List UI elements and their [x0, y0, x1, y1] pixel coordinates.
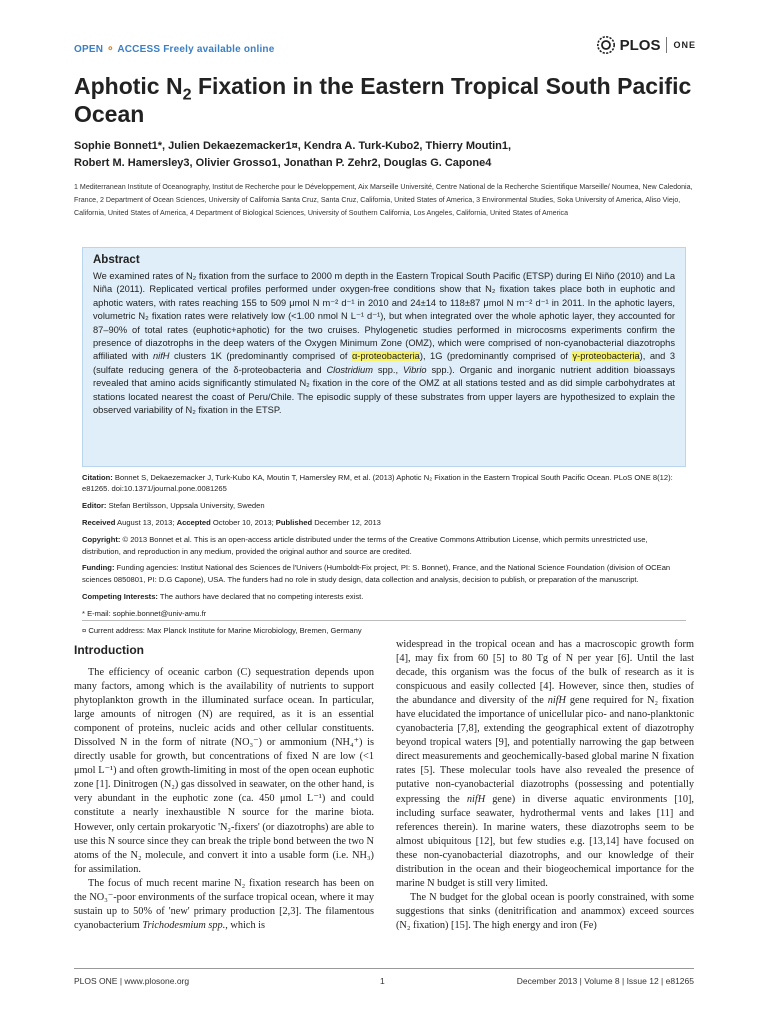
abstract-text: We examined rates of N₂ fixation from the surface to 2000 m depth in the Eastern Tropical South Pacific (ETSP) during El Niño (2010) and La Niña (2011). Replicated vertical profiles performed under oxygen-free conditions show that N₂ fixation takes place both in euphotic and aphotic waters, with rates reaching 155 to 509 μmol N m⁻² d⁻¹ in 2010 and 24±14 to 118±87 μmol N m⁻² d⁻¹ in 2011. In the aphotic layers, volumetric N₂ fixation rates were relatively low (<1.00 nmol N L⁻¹ d⁻¹), but when integrated over the whole aphotic layer, they accounted for 87–90% of total rates (euphotic+aphotic) for the two cruises. Phylogenetic studies performed in microcosms experiments confirm the presence of diazotrophs in the deep waters of the Oxygen Minimum Zone (OMZ), which were comprised of non-cyanobacterial diazotrophs affiliated with nifH clusters 1K (predominantly comprised of α-proteobacteria), 1G (predominantly comprised of γ-proteobacteria), and 3 (sulfate reducing genera of the δ-proteobacteria and Clostridium spp., Vibrio spp.). Organic and inorganic nutrient addition bioassays revealed that amino acids significantly stimulated N₂ fixation in the core of the OMZ at all stations tested and as did simple carbohydrates at stations located nearest the coast of Peru/Chile. The episodic supply of these substrates from upper layers are hypothesized to explain the observed variability of N₂ fixation in the ETSP.: [93, 271, 675, 416]
title-part: Fixation in the Eastern Tropical South Pacific Ocean: [74, 73, 692, 127]
current-address: ¤ Current address: Max Planck Institute for Marine Microbiology, Bremen, Germany: [82, 625, 362, 635]
left-column: [74, 666, 374, 933]
introduction-heading: Introduction: [74, 643, 144, 657]
paragraph: The focus of much recent marine N₂ fixation research has been on the NO₃⁻-poor environments of the surface tropical ocean, where it may sustain up to 50% of 'new' primary production [2,3]. The filamentous cyanobacterium Trichodesmium spp., which is: [74, 877, 374, 931]
copyright: Copyright: © 2013 Bonnet et al. This is an open-access article distributed under the terms of the Creative Commons Attribution License, which permits unrestricted use, distribution, and reproduction in any medium, provided the original author and source are credited.: [82, 535, 648, 556]
footer-journal: PLOS ONE | www.plosone.org: [74, 976, 190, 986]
citation: Citation: Bonnet S, Dekaezemacker J, Turk-Kubo KA, Moutin T, Hamersley RM, et al. (2013) Aphotic N₂ Fixation in the Eastern Tropical South Pacific Ocean. PLoS ONE 8(12): e81265. doi:10.1371/journal.pone.0081265: [82, 473, 673, 494]
title-subscript: 2: [182, 85, 192, 104]
open-access-lock-icon: ⚬: [106, 44, 115, 55]
editor: Editor: Stefan Bertilsson, Uppsala University, Sweden: [82, 501, 265, 511]
author-list: [74, 138, 694, 172]
plos-one-logo: [596, 34, 696, 56]
authors-line: Sophie Bonnet1*, Julien Dekaezemacker1¤, Kendra A. Turk-Kubo2, Thierry Moutin1,: [74, 140, 512, 152]
dates: Received August 13, 2013; Accepted October 10, 2013; Published December 12, 2013: [82, 518, 381, 528]
paragraph: The efficiency of oceanic carbon (C) sequestration depends upon many factors, among which is the availability of nutrients to support phytoplankton growth in the illuminated surface ocean. In particular, large amounts of nitrogen (N) are required, as it is an essential component of proteins, nucleic acids and other cellular constituents. Dissolved N in the form of nitrate (NO₃⁻) or ammonium (NH₄⁺) is directly usable for growth, but concentrations of fixed N are low (<1 μmol L⁻¹) and often growth-limiting in most of the open ocean euphotic zone [1]. Dinitrogen (N₂) gas dissolved in seawater, on the other hand, is very abundant in the euphotic zone (ca. 450 μmol L⁻¹) and could constitute a nearly inexhaustible N source for the marine biota. However, only certain prokaryotic 'N₂-fixers' (or diazotrophs) are able to use this N source since they can break the triple bond between the two N atoms of the N₂ molecule, and convert it into a usable form (i.e. NH₃) for assimilation.: [74, 667, 374, 875]
paragraph: widespread in the tropical ocean and has a macroscopic growth form [4], may fix from 60 [5] to 80 Tg of N per year [6]. Until the last decade, this organism was the focus of the bulk of research as it is conspicuous and easily collected [4]. However, since then, studies of the abundance and diversity of the nifH gene required for N₂ fixation have elucidated the importance of unicellular pico- and nano-planktonic cyanobacteria [7,8], extending the geographical extent of diazotrophy beyond tropical waters [9], and potentially narrowing the gap between direct measurements and geochemically-based global marine N fixation rates [5]. These molecular tools have also revealed the presence of putative non-cyanobacterial diazotrophs (possessing and potentially expressing the nifH gene) in diverse aquatic environments [10], including surface seawater, hydrothermal vents and lakes [11] and references therein). In marine waters, these diazotrophs seem to be almost ubiquitous [12], but few studies e.g. [13,14] have focused on these non-cyanobacterial diazotrophs, and our knowledge of their distribution in the ocean and their biogeochemical importance for the marine N budget is still very limited.: [396, 639, 694, 889]
section-divider: [82, 620, 686, 621]
corresponding-email: * E-mail: sophie.bonnet@univ-amu.fr: [82, 608, 207, 618]
plos-wordmark: PLOS: [619, 36, 661, 54]
footer-divider: [74, 968, 694, 969]
logo-divider: [666, 37, 667, 53]
paragraph: The N budget for the global ocean is poorly constrained, with some suggestions that sinks (denitrification and anammox) exceed sources (N₂ fixation) [15]. The high energy and iron (Fe): [396, 891, 694, 931]
access-label: ACCESS: [117, 44, 161, 55]
title-part: Aphotic N: [74, 73, 183, 99]
abstract-heading: Abstract: [93, 254, 140, 266]
open-label: OPEN: [74, 44, 104, 55]
highlighted-term: γ-proteobacteria: [572, 351, 640, 362]
highlighted-term: α-proteobacteria: [351, 351, 420, 362]
competing-interests: Competing Interests: The authors have declared that no competing interests exist.: [82, 591, 364, 601]
plos-gear-icon: [596, 35, 616, 55]
one-wordmark: ONE: [673, 40, 696, 50]
affiliations: 1 Mediterranean Institute of Oceanography, Institut de Recherche pour le Développement, Aix Marseille Université, Centre National de la Recherche Scientifique Marseille/ Noumea, New Caledonia, France, 2 Department of Ocean Sciences, University of California Santa Cruz, Santa Cruz, California, United States of America, 3 Environmental Studies, Soka University of America, Aliso Viejo, California, United States of America, 4 Department of Biological Sciences, University of Southern California, Los Angeles, California, United States of America: [74, 183, 693, 217]
article-metadata: [82, 472, 686, 641]
footer-issue-info: December 2013 | Volume 8 | Issue 12 | e81265: [516, 976, 694, 986]
funding: Funding: Funding agencies: Institut National des Sciences de l'Univers (Humboldt-Fix project, PI: S. Bonnet), France, and the National Science Foundation (division of OCEan sciences 0850801, PI: D.G Capone), USA. The funders had no role in study design, data collection and analysis, decision to publish, or preparation of the manuscript.: [82, 563, 671, 584]
authors-line: Robert M. Hamersley3, Olivier Grosso1, Jonathan P. Zehr2, Douglas G. Capone4: [74, 157, 492, 169]
page-number: 1: [380, 976, 385, 986]
article-title: [74, 72, 694, 128]
right-column: [396, 638, 694, 933]
freely-available-label: Freely available online: [163, 44, 275, 55]
open-access-banner: [74, 44, 275, 55]
abstract-box: [82, 247, 686, 467]
